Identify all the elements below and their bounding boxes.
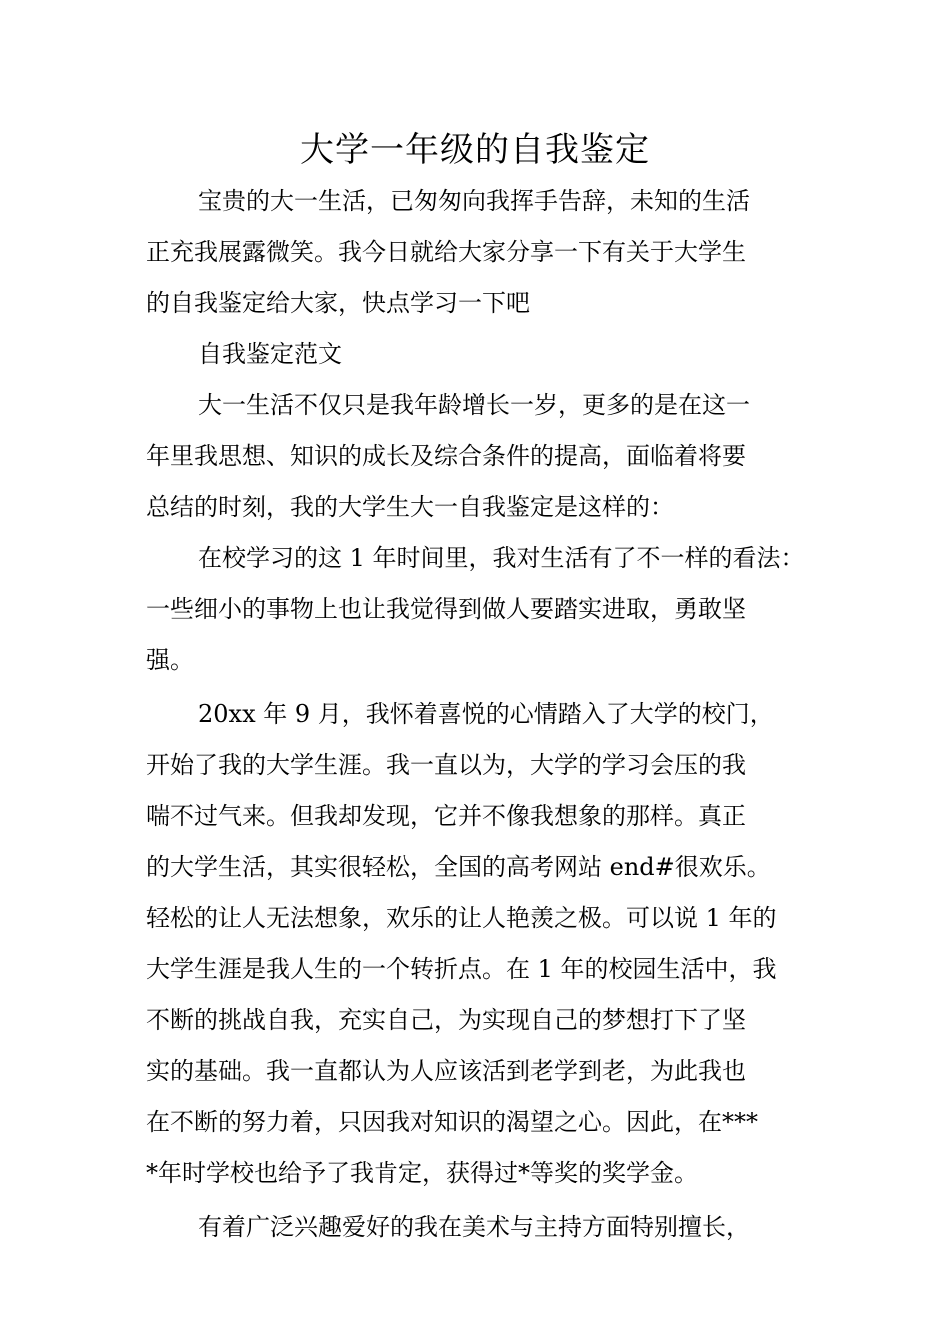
text-line: 在校学习的这 1 年时间里，我对生活有了不一样的看法： <box>198 544 805 572</box>
text-line: 强。 <box>146 646 194 674</box>
text-line: 实的基础。我一直都认为人应该活到老学到老，为此我也 <box>146 1057 746 1085</box>
text-line: 的自我鉴定给大家，快点学习一下吧 <box>146 289 530 317</box>
text-line: 自我鉴定范文 <box>198 340 342 368</box>
text-line: 有着广泛兴趣爱好的我在美术与主持方面特别擅长， <box>198 1213 750 1241</box>
text-line: 20xx 年 9 月，我怀着喜悦的心情踏入了大学的校门， <box>198 700 774 728</box>
text-line: 宝贵的大一生活，已匆匆向我挥手告辞，未知的生活 <box>198 187 750 215</box>
text-line: *年时学校也给予了我肯定，获得过*等奖的奖学金。 <box>146 1159 698 1187</box>
text-line: 轻松的让人无法想象，欢乐的让人艳羡之极。可以说 1 年的 <box>146 904 777 932</box>
document-title: 大学一年级的自我鉴定 <box>300 130 650 170</box>
text-line: 的大学生活，其实很轻松，全国的高考网站 end#很欢乐。 <box>146 853 771 881</box>
text-line: 大一生活不仅只是我年龄增长一岁，更多的是在这一 <box>198 391 750 419</box>
text-line: 不断的挑战自我，充实自己，为实现自己的梦想打下了坚 <box>146 1006 746 1034</box>
text-line: 总结的时刻，我的大学生大一自我鉴定是这样的： <box>146 493 674 521</box>
text-line: 在不断的努力着，只因我对知识的渴望之心。因此，在*** <box>146 1108 758 1136</box>
text-line: 大学生涯是我人生的一个转折点。在 1 年的校园生活中，我 <box>146 955 777 983</box>
document-body <box>146 176 808 1253</box>
text-line: 年里我思想、知识的成长及综合条件的提高，面临着将要 <box>146 442 746 470</box>
text-line: 开始了我的大学生涯。我一直以为，大学的学习会压的我 <box>146 751 746 779</box>
text-line: 一些细小的事物上也让我觉得到做人要踏实进取，勇敢坚 <box>146 595 746 623</box>
text-line: 正充我展露微笑。我今日就给大家分享一下有关于大学生 <box>146 238 746 266</box>
text-line: 喘不过气来。但我却发现，它并不像我想象的那样。真正 <box>146 802 746 830</box>
